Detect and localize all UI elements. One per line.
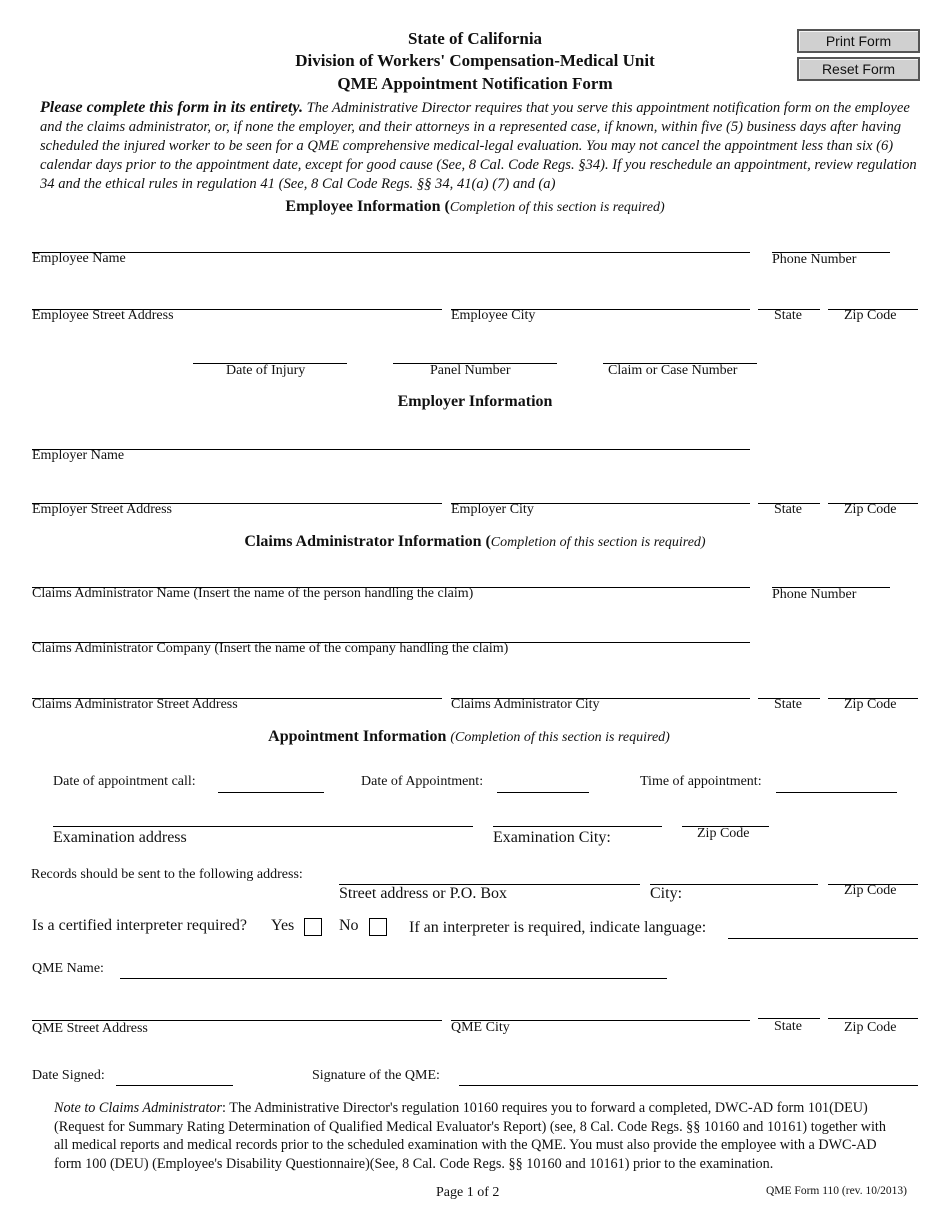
appointment-note: (Completion of this section is required) [450,730,670,745]
employer-state-label: State [774,502,802,517]
employer-name-field[interactable] [32,449,750,450]
employee-title: Employee Information [285,198,441,215]
claims-name-label: Claims Administrator Name (Insert the name of the person handling the claim) [32,586,474,601]
exam-city-label: Examination City: [493,829,611,846]
employer-street-label: Employer Street Address [32,502,172,517]
employee-name-field[interactable] [32,252,750,253]
employee-name-label: Employee Name [32,251,126,266]
employer-zip-label: Zip Code [844,502,897,517]
signature-field[interactable] [459,1085,918,1086]
exam-zip-label: Zip Code [697,826,750,841]
intro-paragraph [40,98,920,194]
date-signed-label: Date Signed: [32,1068,105,1083]
header-line-division: Division of Workers' Compensation-Medical Unit [295,51,655,70]
records-street-label: Street address or P.O. Box [339,885,507,902]
records-label: Records should be sent to the following address: [31,867,303,882]
qme-street-label: QME Street Address [32,1021,148,1036]
header-line-state: State of California [407,29,543,48]
intro-lead: Please complete this form in its entirety. [40,99,303,116]
claims-street-label: Claims Administrator Street Address [32,697,238,712]
employee-city-label: Employee City [451,308,536,323]
claims-section-title: Claims Administrator Information (Completion of this section is required) [244,533,706,550]
interpreter-yes-label: Yes [271,917,295,934]
qme-zip-field[interactable] [828,1018,918,1019]
appointment-time-label: Time of appointment: [640,774,762,789]
note-body: : The Administrative Director's regulation 10160 requires you to forward a completed, DWC-AD form 101(DEU) (Request for Summary Rating Determination of Qualified Medical Evaluator's Report) (see, 8 Cal. Code Regs. §§ 10160 and 10161) together with all medical reports and medical records prior to the scheduled examination with the QME. You must also provide the employee with a DWC-AD form 100 (DEU) (Employee's Disability Questionnaire)(See, 8 Cal. Code Regs. §§ 10160 and 10161) prior to the examination. [54,1100,886,1172]
print-form-button[interactable]: Print Form [797,29,920,53]
date-signed-field[interactable] [116,1085,233,1086]
interpreter-language-field[interactable] [728,938,918,939]
appointment-date-label: Date of Appointment: [361,774,484,789]
note-lead: Note to Claims Administrator [54,1100,223,1116]
appointment-section-title [0,728,944,746]
employee-state-label: State [774,308,802,323]
claims-title: Claims Administrator Information [244,533,482,550]
qme-zip-label: Zip Code [844,1020,897,1035]
call-date-field[interactable] [218,792,324,793]
interpreter-yes-checkbox[interactable] [304,918,322,936]
claims-state-label: State [774,697,802,712]
exam-address-label: Examination address [53,829,187,846]
claims-zip-label: Zip Code [844,697,897,712]
claims-city-label: Claims Administrator City [451,697,600,712]
records-city-label: City: [650,885,683,902]
employer-title: Employer Information [397,393,553,410]
employee-section-title: Employee Information (Completion of this section is required) [285,198,665,215]
appointment-title: Appointment Information [268,728,447,745]
reset-form-button[interactable]: Reset Form [797,57,920,81]
employee-street-label: Employee Street Address [32,308,174,323]
employer-name-label: Employer Name [32,448,125,463]
records-zip-label: Zip Code [844,883,897,898]
employee-note: Completion of this section is required) [449,200,665,215]
claims-company-label: Claims Administrator Company (Insert the name of the company handling the claim) [32,641,509,656]
appointment-time-field[interactable] [776,792,897,793]
qme-city-label: QME City [451,1020,510,1035]
exam-city-field[interactable] [493,826,662,827]
interpreter-language-label: If an interpreter is required, indicate language: [409,919,707,936]
claim-number-label: Claim or Case Number [608,363,738,378]
qme-name-label: QME Name: [32,961,104,976]
qme-state-label: State [774,1019,802,1034]
employee-phone-label: Phone Number [772,252,857,267]
employee-zip-label: Zip Code [844,308,897,323]
employer-section-title [0,393,950,411]
employer-city-label: Employer City [451,502,534,517]
intro-body: The Administrative Director requires that you serve this appointment notification form on the employee and the claims administrator, or, if none the employer, and their attorneys in a represented case, if known, within five (5) business days after having scheduled the injured worker to be seen for a QME comprehensive medical-legal evaluation. You may not cancel the appointment less than six (6) calendar days prior to the appointment date, except for good cause (See, 8 Cal. Code Regs. §34). If you reschedule an appointment, review regulation 34 and the ethical rules in regulation 41 (See, 8 Cal Code Regs. §§ 34, 41(a) (7) and (a) [40,100,917,192]
page-number: Page 1 of 2 [436,1185,500,1200]
date-of-injury-label: Date of Injury [226,363,306,378]
claims-note: Completion of this section is required) [490,535,706,550]
claims-admin-note [54,1099,894,1173]
form-title: QME Appointment Notification Form [337,74,613,93]
appointment-date-field[interactable] [497,792,589,793]
interpreter-no-checkbox[interactable] [369,918,387,936]
interpreter-no-label: No [339,917,359,934]
claims-phone-label: Phone Number [772,587,857,602]
call-date-label: Date of appointment call: [53,774,196,789]
panel-number-label: Panel Number [430,363,511,378]
exam-address-field[interactable] [53,826,473,827]
interpreter-question: Is a certified interpreter required? [32,917,247,934]
qme-name-field[interactable] [120,978,667,979]
signature-label: Signature of the QME: [312,1068,440,1083]
form-id: QME Form 110 (rev. 10/2013) [766,1185,907,1197]
